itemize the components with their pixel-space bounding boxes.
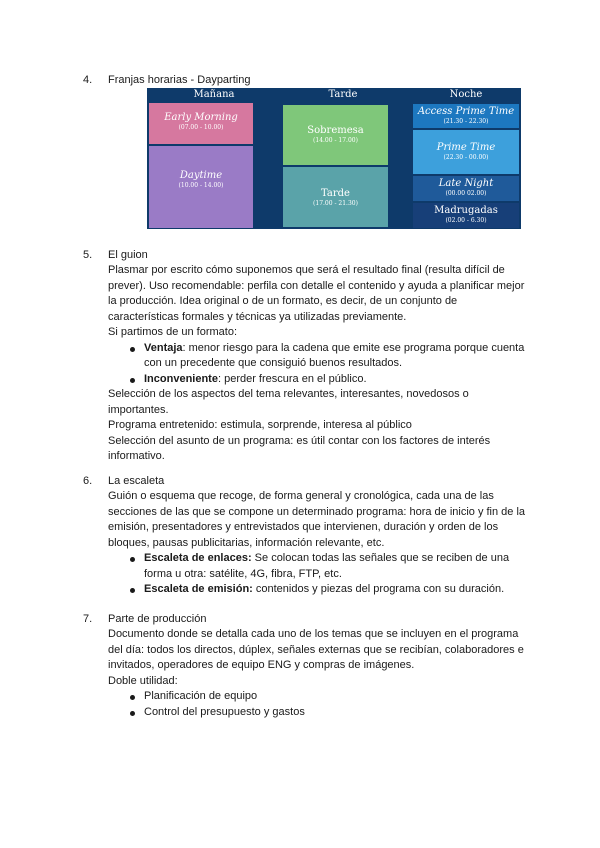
list-item (108, 551, 528, 582)
paragraph: Programa entretenido: estimula, sorprende, interesa al público (108, 419, 412, 431)
bullet-text: Se colocan todas las señales que se reciben de una forma u otra: satélite, 4G, fibra, FTP, etc. (144, 552, 510, 580)
column-header: Tarde (328, 89, 358, 100)
bullet-term: Escaleta de enlaces: (144, 552, 252, 564)
daypart-chart (147, 88, 521, 229)
list-item (108, 689, 528, 705)
paragraph: Selección de los aspectos del tema relevantes, interesantes, novedosos o importantes. (108, 388, 469, 416)
section-number: 5. (83, 249, 93, 261)
bullet-term: Inconveniente (144, 372, 218, 385)
bullet-icon (130, 695, 135, 700)
block-title: Madrugadas (434, 205, 498, 216)
bullet-text: contenidos y piezas del programa con su duración. (252, 583, 505, 595)
block-range: (07.00 - 10.00) (178, 124, 224, 131)
block-title: Access Prime Time (417, 106, 515, 117)
block-range: (22.30 - 00.00) (443, 154, 489, 161)
block-sobremesa (283, 105, 388, 165)
bullet-icon (130, 378, 135, 383)
section-number: 6. (83, 475, 93, 487)
column-header: Mañana (193, 89, 235, 100)
block-range: (00.00 02.00) (445, 190, 487, 197)
bullet-text: Control del presupuesto y gastos (144, 705, 305, 718)
paragraph: Selección del asunto de un programa: es útil contar con los factores de interés informativo. (108, 434, 491, 462)
bullet-list (108, 341, 528, 388)
bullet-icon (130, 588, 135, 593)
paragraph: Plasmar por escrito cómo suponemos que será el resultado final (resulta difícil de prever). Uso recomendable: perfila con detalle el contenido y ayuda a planificar mejor la producción. Idea original o de un formato, es decir, de un conjunto de características formales y técnicas ya utilizadas previamente. (108, 264, 525, 323)
block-title: Sobremesa (307, 125, 364, 136)
section-title: Parte de producción (108, 613, 207, 625)
paragraph: Guión o esquema que recoge, de forma general y cronológica, cada una de las secciones de las que se compone un determinado programa: hora de inicio y fin de la emisión, presentadores y entrevistados que intervienen, duración y orden de los bloques, pausas publicitarias, información relevante, etc. (108, 490, 526, 549)
block-madrugadas (413, 203, 519, 228)
block-late-night (413, 176, 519, 201)
bullet-term: Ventaja (144, 341, 183, 354)
section-number: 4. (83, 74, 93, 86)
paragraph: Si partimos de un formato: (108, 326, 238, 338)
bullet-list (108, 689, 528, 720)
block-range: (21.30 - 22.30) (443, 118, 489, 125)
block-title: Late Night (438, 178, 494, 189)
block-daytime (149, 146, 253, 228)
block-range: (10.00 - 14.00) (178, 182, 224, 189)
list-item (108, 582, 528, 598)
list-item (108, 372, 528, 388)
column-header: Noche (449, 89, 483, 100)
block-title: Early Morning (164, 112, 238, 123)
bullet-text: : perder frescura en el público. (217, 372, 367, 385)
bullet-text: Planificación de equipo (144, 690, 258, 702)
block-range: (17.00 - 21.30) (313, 200, 358, 207)
paragraph: Doble utilidad: (108, 674, 178, 687)
bullet-icon (130, 711, 135, 716)
section-title: El guion (108, 249, 148, 261)
block-range: (02.00 - 6.30) (445, 217, 487, 224)
section-number: 7. (83, 613, 93, 625)
block-title: Tarde (321, 188, 350, 199)
block-title: Daytime (179, 170, 223, 181)
bullet-list (108, 551, 528, 598)
block-tarde (283, 167, 388, 227)
section-escaleta (108, 474, 528, 598)
block-title: Prime Time (436, 142, 496, 153)
block-range: (14.00 - 17.00) (313, 137, 358, 144)
list-item (108, 341, 528, 372)
block-prime-time (413, 130, 519, 174)
bullet-text: : menor riesgo para la cadena que emite ese programa porque cuenta con un precedente que consiguió buenos resultados. (144, 341, 525, 369)
bullet-icon (130, 347, 135, 352)
block-early-morning (149, 103, 253, 144)
section-guion (108, 248, 528, 465)
section-title: La escaleta (108, 475, 165, 487)
bullet-icon (130, 557, 135, 562)
section-parte-produccion (108, 612, 528, 720)
section-title: Franjas horarias - Dayparting (108, 74, 251, 86)
block-access-prime-time (413, 104, 519, 128)
paragraph: Documento donde se detalla cada uno de los temas que se incluyen en el programa del día: todos los directos, dúplex, señales externas que se recibían, colaboradores e invitados, operadores de equipo ENG y compras de imágenes. (108, 628, 524, 671)
list-item (108, 705, 528, 721)
bullet-term: Escaleta de emisión: (144, 583, 253, 595)
